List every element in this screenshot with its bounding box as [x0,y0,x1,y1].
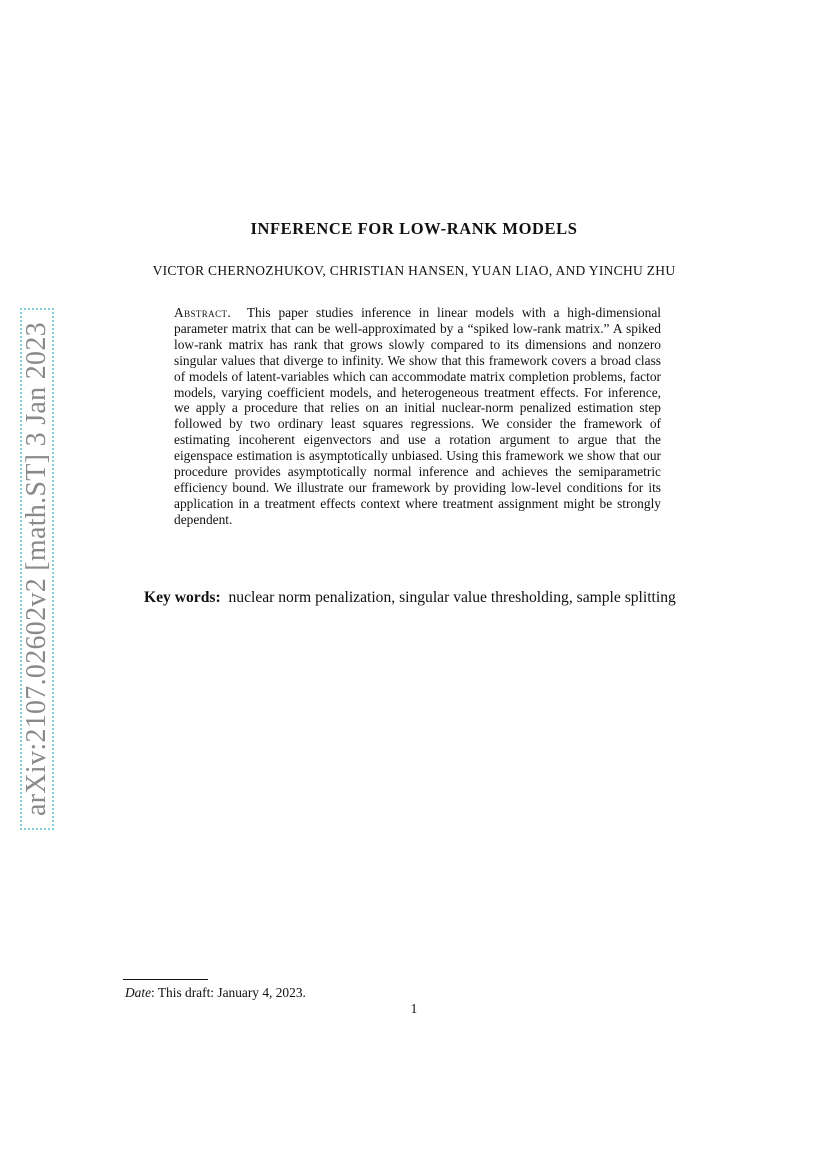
page-number: 1 [410,1001,418,1016]
keywords-label: Key words: [144,589,221,606]
keywords [123,588,705,608]
abstract-label: Abstract. [174,305,232,320]
arxiv-identifier: arXiv:2107.02602v2 [math.ST] 3 Jan 2023 [21,322,52,816]
footnote-rule [123,979,208,980]
footnote-text: : This draft: January 4, 2023. [151,985,306,1000]
abstract-text: This paper studies inference in linear models with a high-dimensional parameter matrix that can be well-approximated by a “spiked low-rank matrix.” A spiked low-rank matrix has rank that grows slowly compared to its dimensions and nonzero singular values that diverge to infinity. We show that this framework covers a broad class of models of latent-variables which can accommodate matrix completion problems, factor models, varying coefficient models, and heterogeneous treatment effects. For inference, we apply a procedure that relies on an initial nuclear-norm penalized estimation step followed by two ordinary least squares regressions. We consider the framework of estimating incoherent eigenvectors and use a rotation argument to argue that the eigenspace estimation is asymptotically unbiased. Using this framework we show that our procedure provides asymptotically normal inference and achieves the semiparametric efficiency bound. We illustrate our framework by providing low-level conditions for its application in a treatment effects context where treatment assignment might be strongly dependent. [174,305,661,527]
keywords-text: nuclear norm penalization, singular value thresholding, sample splitting [228,589,676,606]
footnote [125,985,306,1001]
paper-authors: VICTOR CHERNOZHUKOV, CHRISTIAN HANSEN, YUAN LIAO, AND YINCHU ZHU [152,263,676,278]
footnote-label: Date [125,985,152,1000]
abstract [174,305,661,528]
paper-title: INFERENCE FOR LOW-RANK MODELS [250,219,578,238]
